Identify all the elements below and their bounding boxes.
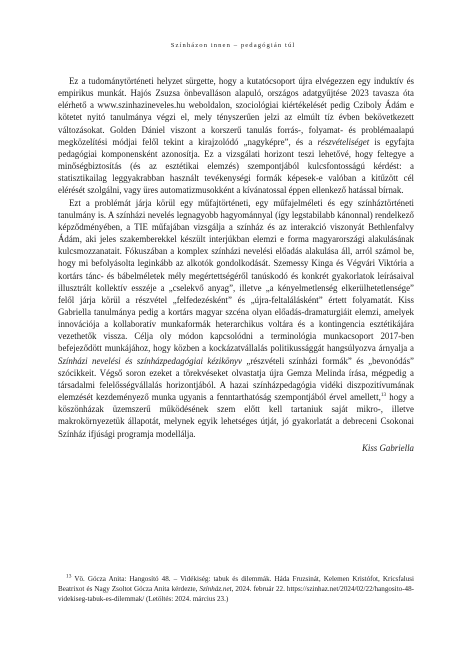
footnote-reference[interactable]: 13 [380,392,387,399]
paragraph-1-text-2: is egyfajta pedagógiai komponensként azonosítja. Ez a vizsgálati horizont teszi lehetővé, hogy feltegye a minőségbiztosítás (és az esztétikai elemzés) szempontjából kulcsfontosságú kérdést: a statisztikailag leggyakrabban használt tevékenységi formák képesek-e valóban a kitűzött cél elérését szolgálni, vagy üres automatizmusokként a kívánatossal éppen ellenkező hatással bírnak. [58,136,415,196]
paragraph-2-italic: Színházi nevelési és színházpedagógiai kézikönyv [58,355,242,366]
footnote-number: 13 [66,573,72,580]
running-header: Színházon innen – pedagógián túl [170,42,296,49]
footnote-text: Vö. Gócza Anita: Hangosító 48. – Vidékiség: tabuk és dilemmák. Háda Fruzsinát, Kelemen Kristófot, Kricsfalusi Beatrixot és Nagy Zsoltot Gócza Anita kérdezte, [58,575,414,594]
footnote-13 [58,574,414,605]
footnote-italic-source: Színház.net [199,585,232,594]
paragraph-1-italic: részvételiséget [317,136,370,147]
author-signature: Kiss Gabriella [361,442,414,453]
paragraph-2-text: Ezt a problémát járja körül egy műfajtörténeti, egy műfajelméleti és egy színháztörténeti tanulmány is. A színházi nevelés legnagyobb hagyománnyal (így legstabilabb kánonnal) rendelkező képződményében, a TIE műfajában vizsgálja a színház és az interakció viszonyát Bethlenfalvy Ádám, aki jeles szakemberekkel készült interjúkban elemzi e forma magyarországi alakulásának kulcsmozzanatait. Fókuszában a komplex színházi nevelési előadás alakulása áll, arról számol be, hogy mi befolyásolta leginkább az alkotók gondolkodását. Szemessy Kinga és Végvári Viktória a kortárs tánc- és bábelméletek mély megértettségéről tanúskodó és konkrét gyakorlatok leírásaival illusztrált kollektív esszéje a „cselekvő anyag”, illetve „a kényelmetlenség elkerülhetetlensége” felől járja körül a részvétel „felfedezésként” és „újra-feltalálásként” értett folyamatát. Kiss Gabriella tanulmánya pedig a kortárs magyar szcéna olyan előadás-dramaturgiáit elemzi, amelyek innovációja a kollaboratív munkaformák heterarchikus voltára és a kontingencia esztétikájára vezethetők vissza. Célja oly módon kapcsolódni a terminológia munkacsoport 2017-ben befejeződött munkájához, hogy közben a kockázatvállalás politikussággát hangsúlyozva árnyalja a [58,197,414,354]
paragraph-2-text-3: hogy a köszönházak üzemszerű működésének szem előtt kell tartaniuk saját mikro-, illetve makrokörnyezetük állapotát, melynek egyik lehetséges útját, jó gyakorlatát a debreceni Csokonai Színház ifjúsági programja modellálja. [58,392,414,439]
footnote [58,574,414,605]
paragraph-1-text: Ez a tudománytörténeti helyzet sürgette, hogy a kutatócsoport újra elvégezzen egy induktív és empirikus munkát. Hajós Zsuzsa önbevalláson alapuló, országos adatgyűjtése 2023 tavasza óta elérhető a www.szinhazineveles.hu weboldalon, szociológiai kiértékelését pedig Cziboly Ádám e kötetet nyitó tanulmánya végzi el, mely tényszerűen jelzi az elmúlt tíz évben bekövetkezett változásokat. Golden Dániel viszont a korszerű tanulás forrás-, folyamat- és problémaalapú megközelítési módjai felől tekint a kirajzolódó „nagyképre”, és a [58,76,414,147]
main-text [58,75,414,454]
paragraph-2-text-2: „részvételi színházi formák” és „bevonódás” szócikkeit. Végső soron ezeket a törekvéseket olvastatja újra Gemza Melinda írása, mégpedig a társadalmi felelősségvállalás horizontjából. A hazai színházpedagógia vidéki diszpozitívumának elemzését kezdeményező munka ugyanis a fenntarthatóság szempontjából érvel amellett, [58,355,414,403]
paragraph-2 [58,197,414,440]
paragraph-1 [58,75,414,197]
footnote-text-2: , 2024. február 22. https://szinhaz.net/2024/02/22/hangosito-48-videkiseg-tabuk-es-dilemmak/ (Letöltés: 2024. március 23.) [58,585,414,604]
